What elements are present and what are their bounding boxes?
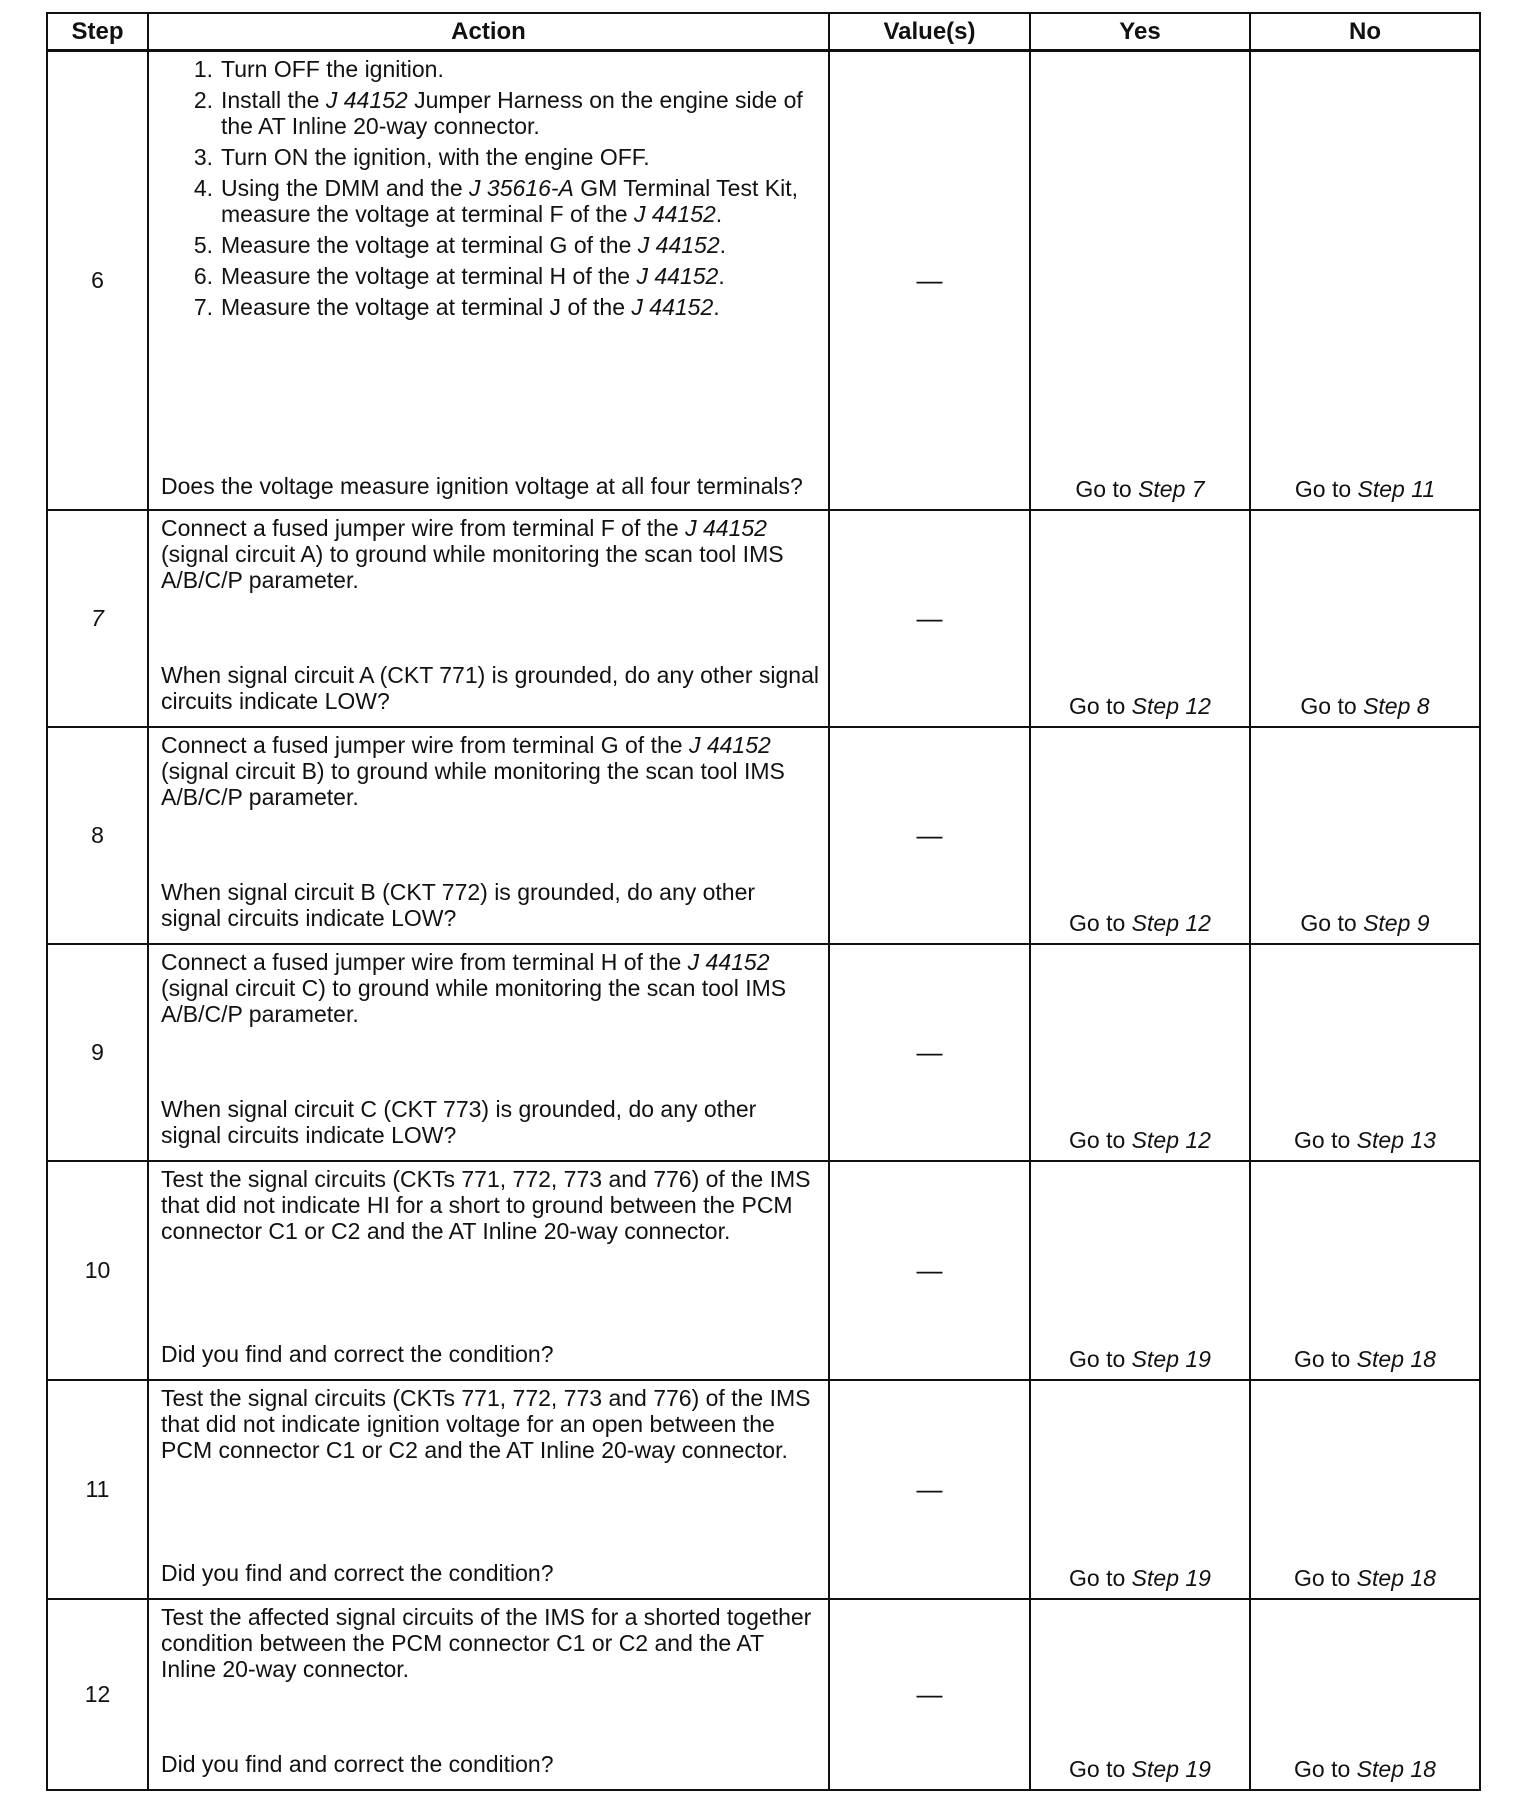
- no-cell: Go to Step 18: [1250, 1599, 1480, 1790]
- value-cell: —: [829, 944, 1030, 1161]
- header-yes: Yes: [1030, 13, 1250, 51]
- no-step-link: Step 9: [1363, 910, 1430, 936]
- value-cell: —: [829, 51, 1030, 511]
- action-step: 5. Measure the voltage at terminal G of the J 44152.: [193, 232, 727, 258]
- header-no: No: [1250, 13, 1480, 51]
- action-step: 1. Turn OFF the ignition.: [193, 56, 444, 82]
- no-cell: Go to Step 8: [1250, 510, 1480, 727]
- tool-ref: J 44152: [325, 87, 408, 113]
- no-step-link: Step 11: [1357, 476, 1436, 502]
- yes-step-link: Step 19: [1131, 1756, 1211, 1782]
- action-cell: [148, 727, 829, 944]
- action-question: Did you find and correct the condition?: [161, 1341, 554, 1367]
- action-question: When signal circuit B (CKT 772) is grounded, do any other signal circuits indicate LOW?: [161, 879, 756, 931]
- action-question: When signal circuit A (CKT 771) is grounded, do any other signal circuits indicate LOW?: [161, 662, 819, 714]
- value-cell: —: [829, 1380, 1030, 1599]
- no-step-link: Step 18: [1356, 1565, 1436, 1591]
- no-step-link: Step 8: [1363, 693, 1430, 719]
- step-number: 9: [47, 944, 148, 1161]
- action-step: 3. Turn ON the ignition, with the engine OFF.: [193, 144, 650, 170]
- yes-cell: Go to Step 19: [1030, 1161, 1250, 1380]
- no-step-link: Step 18: [1356, 1346, 1436, 1372]
- yes-step-link: Step 12: [1131, 910, 1211, 936]
- tool-ref: J 44152: [685, 515, 767, 541]
- no-cell: Go to Step 18: [1250, 1161, 1480, 1380]
- no-step-link: Step 18: [1356, 1756, 1436, 1782]
- tool-ref: J 44152: [637, 232, 720, 258]
- step-number: 11: [47, 1380, 148, 1599]
- value-cell: —: [829, 510, 1030, 727]
- value-cell: —: [829, 1161, 1030, 1380]
- action-instruction: Test the signal circuits (CKTs 771, 772, 773 and 776) of the IMS that did not indicate ignition voltage for an open between the PCM connector C1 or C2 and the AT Inline 20-way connector.: [161, 1385, 811, 1463]
- yes-step-link: Step 19: [1131, 1346, 1211, 1372]
- tool-ref: J 44152: [688, 732, 771, 758]
- action-steps: [161, 56, 820, 325]
- yes-cell: Go to Step 12: [1030, 944, 1250, 1161]
- yes-step-link: Step 12: [1131, 1127, 1211, 1153]
- table-row: [47, 1599, 1480, 1790]
- header-step: Step: [47, 13, 148, 51]
- yes-step-link: Step 7: [1138, 476, 1205, 502]
- tool-ref: J 44152: [687, 949, 770, 975]
- table-row: [47, 510, 1480, 727]
- action-question: When signal circuit C (CKT 773) is grounded, do any other signal circuits indicate LOW?: [161, 1096, 757, 1148]
- header-row: [47, 13, 1480, 51]
- action-question: Did you find and correct the condition?: [161, 1751, 554, 1777]
- action-step: 6. Measure the voltage at terminal H of the J 44152.: [193, 263, 725, 289]
- action-cell: [148, 51, 829, 511]
- value-cell: —: [829, 1599, 1030, 1790]
- header-action: Action: [148, 13, 829, 51]
- tool-ref: J 44152: [631, 294, 714, 320]
- action-instruction: Connect a fused jumper wire from terminal H of the J 44152 (signal circuit C) to ground while monitoring the scan tool IMS A/B/C/P parameter.: [161, 949, 787, 1027]
- table-row: [47, 1161, 1480, 1380]
- tool-ref: J 35616-A: [469, 175, 574, 201]
- no-cell: Go to Step 11: [1250, 51, 1480, 511]
- action-step: 7. Measure the voltage at terminal J of the J 44152.: [193, 294, 720, 320]
- step-number: 10: [47, 1161, 148, 1380]
- action-instruction: Connect a fused jumper wire from terminal G of the J 44152 (signal circuit B) to ground while monitoring the scan tool IMS A/B/C/P parameter.: [161, 732, 785, 810]
- step-number: 7: [47, 510, 148, 727]
- action-cell: [148, 1380, 829, 1599]
- action-step: 2. Install the J 44152 Jumper Harness on the engine side of the AT Inline 20-way connector.: [193, 87, 803, 139]
- yes-cell: Go to Step 12: [1030, 727, 1250, 944]
- action-cell: [148, 1599, 829, 1790]
- step-number: 6: [47, 51, 148, 511]
- no-cell: Go to Step 18: [1250, 1380, 1480, 1599]
- action-instruction: Test the affected signal circuits of the IMS for a shorted together condition between the PCM connector C1 or C2 and the AT Inline 20-way connector.: [161, 1604, 812, 1682]
- step-number: 8: [47, 727, 148, 944]
- yes-cell: Go to Step 19: [1030, 1380, 1250, 1599]
- action-question: Does the voltage measure ignition voltage at all four terminals?: [161, 473, 803, 499]
- action-cell: [148, 944, 829, 1161]
- action-instruction: Connect a fused jumper wire from terminal F of the J 44152 (signal circuit A) to ground while monitoring the scan tool IMS A/B/C/P parameter.: [161, 515, 784, 593]
- tool-ref: J 44152: [636, 263, 719, 289]
- no-cell: Go to Step 9: [1250, 727, 1480, 944]
- yes-cell: Go to Step 19: [1030, 1599, 1250, 1790]
- yes-cell: Go to Step 7: [1030, 51, 1250, 511]
- action-cell: [148, 510, 829, 727]
- no-step-link: Step 13: [1356, 1127, 1436, 1153]
- yes-step-link: Step 19: [1131, 1565, 1211, 1591]
- header-values: Value(s): [829, 13, 1030, 51]
- action-instruction: Test the signal circuits (CKTs 771, 772, 773 and 776) of the IMS that did not indicate HI for a short to ground between the PCM connector C1 or C2 and the AT Inline 20-way connector.: [161, 1166, 811, 1244]
- yes-step-link: Step 12: [1131, 693, 1211, 719]
- diagnostic-table: [46, 12, 1481, 1791]
- action-step: 4. Using the DMM and the J 35616-A GM Terminal Test Kit, measure the voltage at terminal F of the J 44152.: [193, 175, 798, 227]
- yes-cell: Go to Step 12: [1030, 510, 1250, 727]
- action-cell: [148, 1161, 829, 1380]
- table-row: [47, 51, 1480, 511]
- table-row: [47, 727, 1480, 944]
- table-row: [47, 1380, 1480, 1599]
- value-cell: —: [829, 727, 1030, 944]
- no-cell: Go to Step 13: [1250, 944, 1480, 1161]
- table-row: [47, 944, 1480, 1161]
- tool-ref: J 44152: [633, 201, 716, 227]
- action-question: Did you find and correct the condition?: [161, 1560, 554, 1586]
- step-number: 12: [47, 1599, 148, 1790]
